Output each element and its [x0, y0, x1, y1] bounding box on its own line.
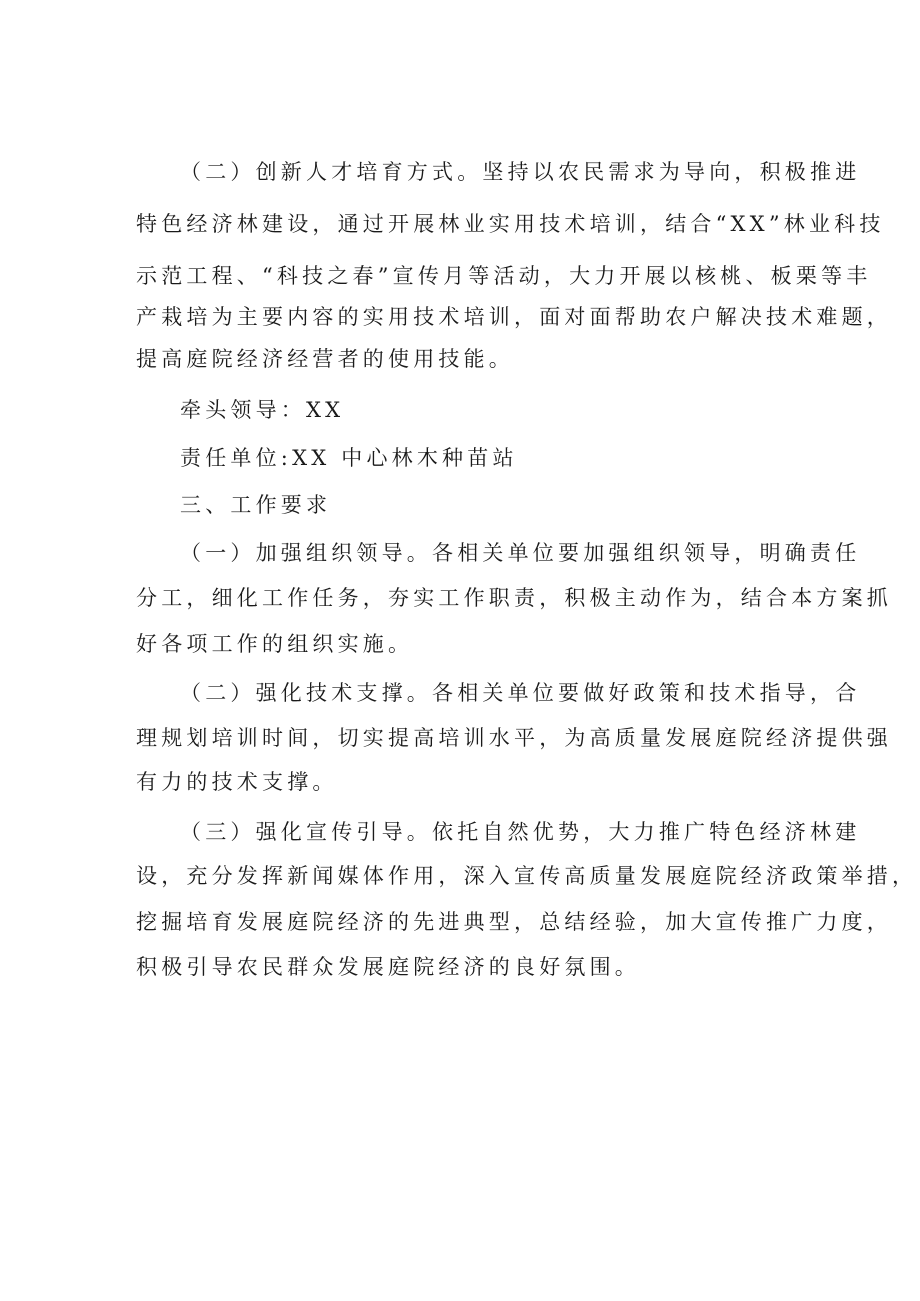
- section-3-2-line-2: 理规划培训时间，切实提高培训水平，为高质量发展庭院经济提供强: [136, 726, 892, 750]
- lead-leader: 牵头领导：XX: [180, 398, 345, 422]
- section-3-3-line-1: （三）强化宣传引导。依托自然优势，大力推广特色经济林建: [180, 820, 861, 844]
- section-2-2-line-5: 提高庭院经济经营者的使用技能。: [136, 347, 514, 371]
- section-3-2-line-1: （二）强化技术支撑。各相关单位要做好政策和技术指导，合: [180, 681, 861, 705]
- section-3-1-line-2: 分工，细化工作任务，夯实工作职责，积极主动作为，结合本方案抓: [136, 586, 892, 610]
- responsible-unit: 责任单位:XX 中心林木种苗站: [180, 446, 518, 470]
- section-2-2-line-3: 示范工程、“科技之春”宣传月等活动，大力开展以核桃、板栗等丰: [136, 264, 872, 288]
- section-2-2-line-4: 产栽培为主要内容的实用技术培训，面对面帮助农户解决技术难题，: [136, 305, 892, 329]
- section-3-3-line-4: 积极引导农民群众发展庭院经济的良好氛围。: [136, 955, 640, 979]
- section-2-2-line-2: 特色经济林建设，通过开展林业实用技术培训，结合“XX”林业科技: [136, 212, 885, 236]
- section-2-2-line-1: （二）创新人才培育方式。坚持以农民需求为导向，积极推进: [180, 160, 861, 184]
- section-3-3-line-2: 设，充分发挥新闻媒体作用，深入宣传高质量发展庭院经济政策举措，: [136, 864, 918, 888]
- section-3-1-line-1: （一）加强组织领导。各相关单位要加强组织领导，明确责任: [180, 541, 861, 565]
- section-3-1-line-3: 好各项工作的组织实施。: [136, 632, 414, 656]
- section-3-2-line-3: 有力的技术支撑。: [136, 770, 338, 794]
- section-3-3-line-3: 挖掘培育发展庭院经济的先进典型，总结经验，加大宣传推广力度，: [136, 910, 892, 934]
- section-3-heading: 三、工作要求: [180, 493, 332, 517]
